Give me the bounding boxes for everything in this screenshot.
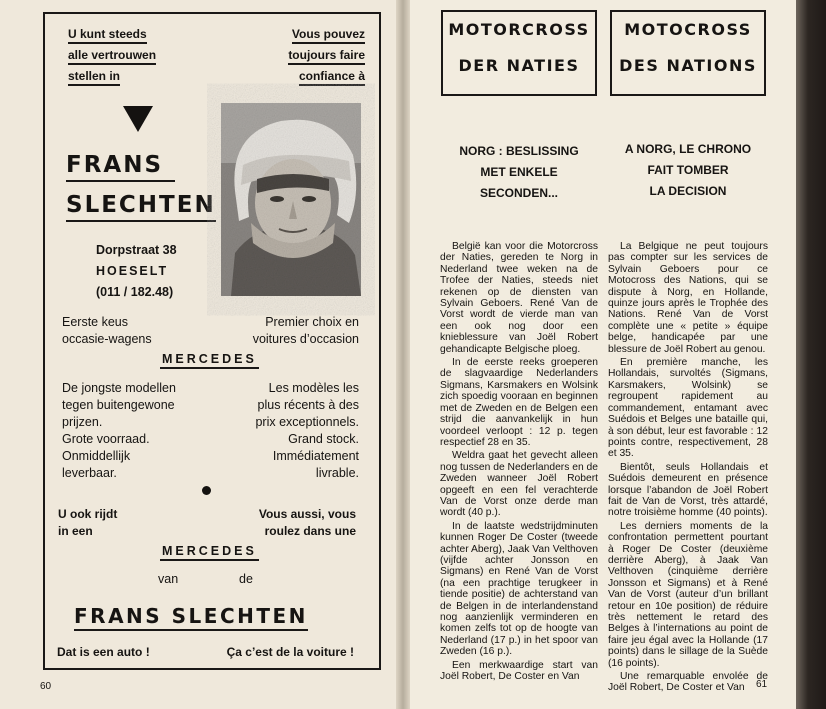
fr-drive-line: roulez dans une [264, 524, 356, 538]
nl-keus [62, 314, 152, 348]
bullet-dot-icon [202, 486, 211, 495]
nl-drive [58, 506, 117, 540]
nl-drive-line: U ook rijdt [58, 507, 118, 521]
fr-models-line: Immédiatement [272, 449, 359, 463]
paragraph-fr: La Belgique ne peut toujours pas compter sur les services de Sylvain Geboers pour ce Motocross des Nations, qui se dispute à Norg, en Hollande, quinze jours après le Trophée des Nations. René Van de Vorst complète une « petite » équipe belge, handicapée par une blessure de Joël Robert au genou. [608, 241, 768, 355]
brand-mercedes: MERCEDES [160, 351, 259, 369]
left-page [0, 0, 403, 709]
company-name-line2: SLECHTEN [66, 190, 216, 222]
fr-models-line: plus récents à des [257, 398, 359, 412]
company-name-full: FRANS SLECHTEN [74, 603, 308, 631]
article-column-nl [440, 241, 598, 683]
fr-models-line: prix exceptionnels. [255, 415, 359, 429]
address-city: HOESELT [96, 264, 169, 278]
address-block [96, 240, 177, 303]
de-word: de [239, 572, 253, 586]
book-edge [796, 0, 826, 709]
ad-nl-top-line: U kunt steeds [68, 27, 147, 44]
book-gutter [396, 0, 410, 709]
nl-keus-line: Eerste keus [62, 315, 129, 329]
right-page [403, 0, 796, 709]
title-fr-line: DES NATIONS [619, 56, 757, 75]
ad-fr-top-line: confiance à [299, 69, 365, 86]
paragraph-nl: In de laatste wedstrijdminuten kunnen Roger De Coster (tweede achter Aberg), Jaak Van Velthoven (vijfde achter Jonsson en Sigmans) en René Van de Vorst (na een prachtige terugkeer in tiende positie) de achterstand van de Belgen in de interlandenstand nog aanzienlijk verminderen en komen zelfs tot op de hoogte van Nederland (17 p.) in het spoor van Zweden (16 p.). [440, 520, 598, 658]
fr-models-line: livrable. [315, 466, 359, 480]
subhead-nl-line: SECONDEN... [479, 186, 558, 200]
subhead-nl-line: NORG : BESLISSING [459, 144, 579, 158]
paragraph-fr: Les derniers moments de la confrontation permettent pourtant à Roger De Coster (deuxième derrière Aberg), à Jaak Van Velthoven (cinquième derrière Jonsson et Sigmans) et à René Van de Vorst (auteur d’un brillant retour en 10e position) de réduire très nettement le retard des Belges à l’internations au point de faire jeu égal avec la Hollande (17 points) dans le sillage de la Suède (16 points). [608, 520, 768, 669]
slogan-fr: Ça c’est de la voiture ! [226, 645, 354, 659]
brand-mercedes-2: MERCEDES [160, 543, 259, 561]
nl-models-line: Onmiddellijk [62, 449, 131, 463]
paragraph-fr: En première manche, les Hollandais, survoltés (Sigmans, Karsmakers, Wolsink) se regroupent rapidement au commandement, entamant avec Suédois et Belges une bataille qui, à son début, leur est favorable : 12 points contre, respectivement, 28 et 35. [608, 357, 768, 460]
ad-fr-top-line: Vous pouvez [292, 27, 365, 44]
subhead-nl-line: MET ENKELE [480, 165, 558, 179]
title-nl-line: MOTORCROSS [448, 20, 590, 39]
ad-nl-top [68, 25, 156, 86]
subhead-fr-line: LA DECISION [649, 184, 727, 198]
nl-keus-line: occasie-wagens [62, 332, 152, 346]
title-fr-box [610, 10, 766, 96]
nl-models-line: leverbaar. [62, 466, 117, 480]
slogan-nl: Dat is een auto ! [57, 645, 150, 659]
page-number-left: 60 [40, 681, 52, 692]
page-number-right: 61 [756, 679, 768, 690]
ad-nl-top-line: alle vertrouwen [68, 48, 156, 65]
subhead-nl [441, 141, 597, 204]
fr-models-line: Grand stock. [288, 432, 359, 446]
fr-choix-line: Premier choix en [265, 315, 359, 329]
company-name-line1: FRANS [66, 150, 175, 182]
paragraph-nl: Weldra gaat het gevecht alleen nog tussen de Nederlanders en de Zweden wanneer Joël Robert opgeeft en een fel verachterde Van de Vorst onze derde man wordt (40 p.). [440, 450, 598, 519]
ad-fr-top [288, 25, 365, 86]
portrait-photo [221, 103, 361, 296]
paragraph-nl: België kan voor die Motorcross der Naties, gereden te Norg in Nederland twee weken na de Trofee der Naties, steeds niet rekenen op de diensten van Sylvain Geboers. René Van de Vorst wordt de vierde man van een ook nog door een knieblessure van Joël Robert gehandicapte Belgische ploeg. [440, 241, 598, 355]
subhead-fr-line: FAIT TOMBER [647, 163, 729, 177]
nl-models-line: Grote voorraad. [62, 432, 150, 446]
paragraph-fr: Une remarquable envolée de Joël Robert, De Coster et Van [608, 671, 768, 694]
ad-nl-top-line: stellen in [68, 69, 120, 86]
ad-fr-top-line: toujours faire [288, 48, 365, 65]
fr-choix [253, 314, 359, 348]
van-word: van [158, 572, 179, 586]
nl-models [62, 380, 176, 482]
paragraph-nl: Een merkwaardige start van Joël Robert, De Coster en Van [440, 659, 598, 683]
nl-drive-line: in een [58, 524, 93, 538]
address-phone: (011 / 182.48) [96, 285, 174, 299]
fr-choix-line: voitures d’occasion [252, 332, 359, 346]
title-nl-line: DER NATIES [458, 56, 580, 75]
title-fr-line: MOTOCROSS [624, 20, 752, 39]
fr-drive-line: Vous aussi, vous [258, 507, 356, 521]
address-street: Dorpstraat 38 [96, 243, 177, 257]
fr-models-line: Les modèles les [268, 381, 359, 395]
nl-models-line: tegen buitengewone [62, 398, 175, 412]
subhead-fr [606, 139, 770, 202]
paragraph-fr: Bientôt, seuls Hollandais et Suédois demeurent en présence lorsque l’abandon de Joël Robert fait de Van de Vorst, très attardé, notre troisième homme (40 points). [608, 461, 768, 519]
down-triangle-icon [123, 106, 153, 132]
paragraph-nl: In de eerste reeks groeperen de slagvaardige Nederlanders Sigmans, Karsmakers en Wolsink zich spoedig vooraan en beginnen met de Zweden en de Belgen een strijd die aanvankelijk in hun voordeel verloopt : 12 p. tegen respectief 28 en 35. [440, 357, 598, 448]
subhead-fr-line: A NORG, LE CHRONO [624, 142, 752, 156]
nl-models-line: De jongste modellen [62, 381, 176, 395]
fr-models [255, 380, 359, 482]
title-nl-box [441, 10, 597, 96]
nl-models-line: prijzen. [62, 415, 103, 429]
fr-drive [259, 506, 356, 540]
